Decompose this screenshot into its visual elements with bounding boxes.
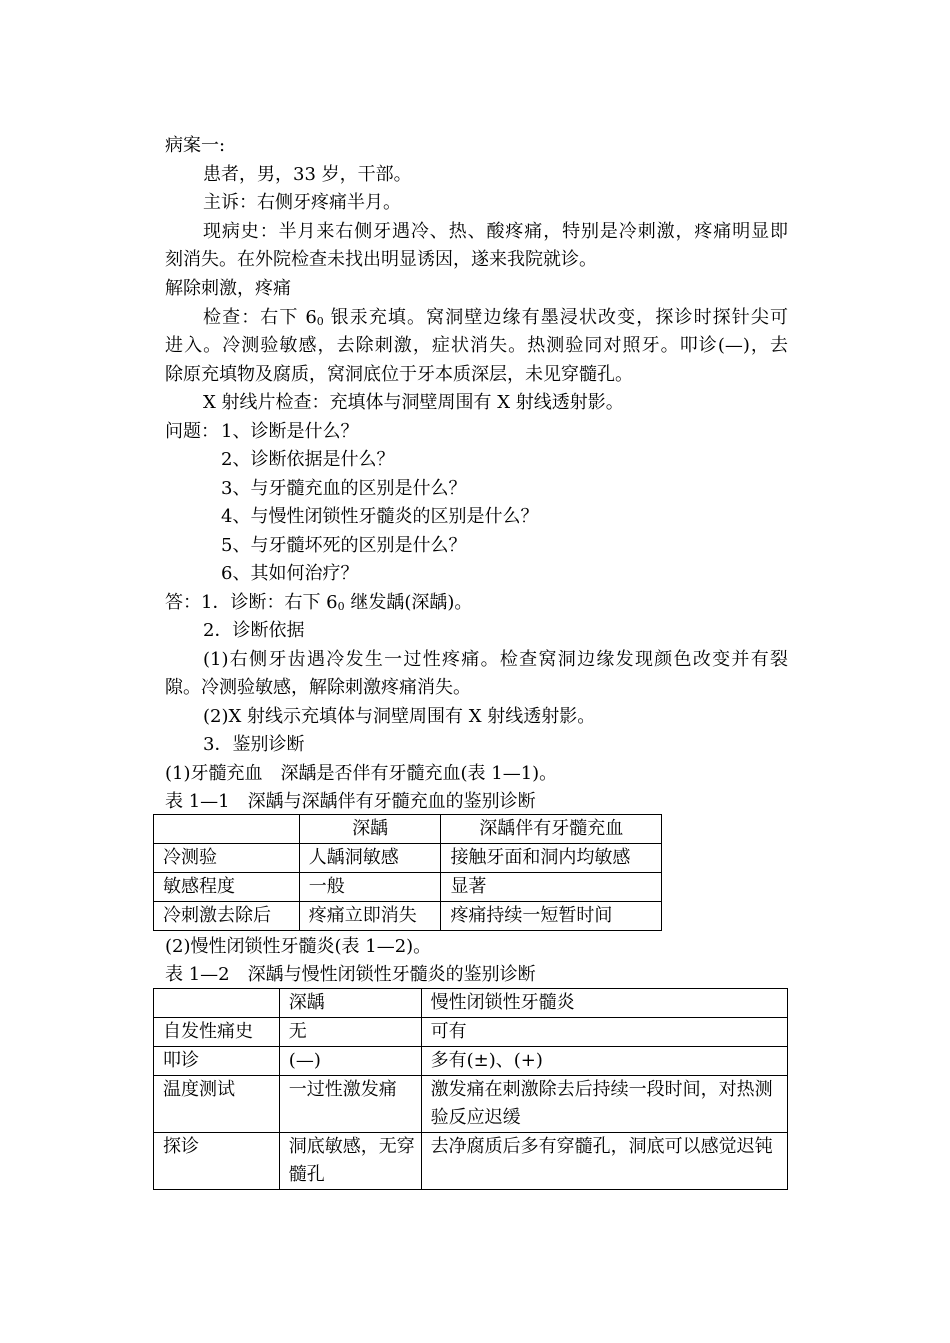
table-cell: 多有(±)、(+) <box>421 1047 787 1076</box>
tooth-subscript: 0 <box>337 600 345 613</box>
table-cell: 去净腐质后多有穿髓孔，洞底可以感觉迟钝 <box>421 1133 787 1190</box>
table1-caption: 表 1—1 深龋与深龋伴有牙髓充血的鉴别诊断 <box>165 791 536 812</box>
basis-line-1: (1)右侧牙齿遇冷发生一过性疼痛。检查窝洞边缘发现颜色改变并有裂 <box>203 649 788 670</box>
table-2 <box>153 988 788 1190</box>
table-cell: 冷刺激去除后 <box>154 902 300 931</box>
table-cell: 显著 <box>441 873 662 902</box>
history-line-2: 刻消失。在外院检查未找出明显诱因，遂来我院就诊。 <box>165 249 597 270</box>
basis-line-3: (2)X 射线示充填体与洞壁周围有 X 射线透射影。 <box>203 706 596 727</box>
answer-text-a: 答：1．诊断：右下 6 <box>165 592 338 613</box>
table-header-cell <box>154 989 280 1018</box>
table2-caption: 表 1—2 深龋与慢性闭锁性牙髓炎的鉴别诊断 <box>165 964 536 985</box>
question-item: 4、与慢性闭锁性牙髓炎的区别是什么？ <box>221 506 539 527</box>
table-cell: (—) <box>279 1047 421 1076</box>
text-fragment: 解除刺激，疼痛 <box>165 278 291 299</box>
patient-info: 患者，男，33 岁，干部。 <box>203 164 412 185</box>
table-row <box>154 1047 788 1076</box>
answer-diagnosis <box>165 590 472 620</box>
exam-text-a: 检查：右下 6 <box>203 307 317 328</box>
table-header-row <box>154 989 788 1018</box>
answer-text-b: 继发龋(深龋)。 <box>344 592 473 613</box>
table-cell: 洞底敏感，无穿髓孔 <box>279 1133 421 1190</box>
table-cell: 自发性痛史 <box>154 1018 280 1047</box>
table-cell: 疼痛持续一短暂时间 <box>441 902 662 931</box>
table-row <box>154 873 662 902</box>
diff-item-2: (2)慢性闭锁性牙髓炎(表 1—2)。 <box>165 936 432 957</box>
table-cell: 激发痛在刺激除去后持续一段时间，对热测验反应迟缓 <box>421 1076 787 1133</box>
table-row <box>154 1018 788 1047</box>
table-header-row <box>154 815 662 844</box>
exam-text-b: 银汞充填。窝洞壁边缘有墨浸状改变，探诊时探针尖可 <box>323 307 788 328</box>
table-cell: 一般 <box>299 873 441 902</box>
questions-label: 问题： <box>165 421 219 442</box>
question-item: 3、与牙髓充血的区别是什么？ <box>221 478 467 499</box>
table-cell: 无 <box>279 1018 421 1047</box>
table-cell: 敏感程度 <box>154 873 300 902</box>
xray-exam: X 射线片检查：充填体与洞壁周围有 X 射线透射影。 <box>203 392 624 413</box>
basis-line-2: 隙。冷测验敏感，解除刺激疼痛消失。 <box>165 677 471 698</box>
table-header-cell: 深龋 <box>279 989 421 1018</box>
table-cell: 探诊 <box>154 1133 280 1190</box>
table-1 <box>153 814 662 931</box>
table-row <box>154 1076 788 1133</box>
table-cell: 疼痛立即消失 <box>299 902 441 931</box>
exam-line-3: 除原充填物及腐质，窝洞底位于牙本质深层，未见穿髓孔。 <box>165 364 633 385</box>
question-item: 1、诊断是什么？ <box>221 421 359 442</box>
basis-title: 2．诊断依据 <box>203 620 305 641</box>
table-row <box>154 902 662 931</box>
tooth-subscript: 0 <box>316 315 324 328</box>
table-cell: 一过性激发痛 <box>279 1076 421 1133</box>
table-cell: 温度测试 <box>154 1076 280 1133</box>
diff-item-1: (1)牙髓充血 深龋是否伴有牙髓充血(表 1—1)。 <box>165 763 558 784</box>
table-row <box>154 844 662 873</box>
question-item: 2、诊断依据是什么？ <box>221 449 395 470</box>
question-item: 6、其如何治疗？ <box>221 563 359 584</box>
table-cell: 可有 <box>421 1018 787 1047</box>
exam-line-1 <box>203 305 788 335</box>
table-header-cell <box>154 815 300 844</box>
table-cell: 叩诊 <box>154 1047 280 1076</box>
table-header-cell: 深龋 <box>299 815 441 844</box>
chief-complaint: 主诉：右侧牙疼痛半月。 <box>203 192 401 213</box>
table-cell: 人龋洞敏感 <box>299 844 441 873</box>
table-header-cell: 慢性闭锁性牙髓炎 <box>421 989 787 1018</box>
table-cell: 冷测验 <box>154 844 300 873</box>
history-line-1: 现病史：半月来右侧牙遇冷、热、酸疼痛，特别是冷刺激，疼痛明显即 <box>203 221 788 242</box>
table-cell: 接触牙面和洞内均敏感 <box>441 844 662 873</box>
exam-line-2: 进入。冷测验敏感，去除刺激，症状消失。热测验同对照牙。叩诊(—)，去 <box>165 335 788 356</box>
question-item: 5、与牙髓坏死的区别是什么？ <box>221 535 467 556</box>
case-title: 病案一: <box>165 135 226 156</box>
table-row <box>154 1133 788 1190</box>
table-header-cell: 深龋伴有牙髓充血 <box>441 815 662 844</box>
diff-title: 3．鉴别诊断 <box>203 734 305 755</box>
